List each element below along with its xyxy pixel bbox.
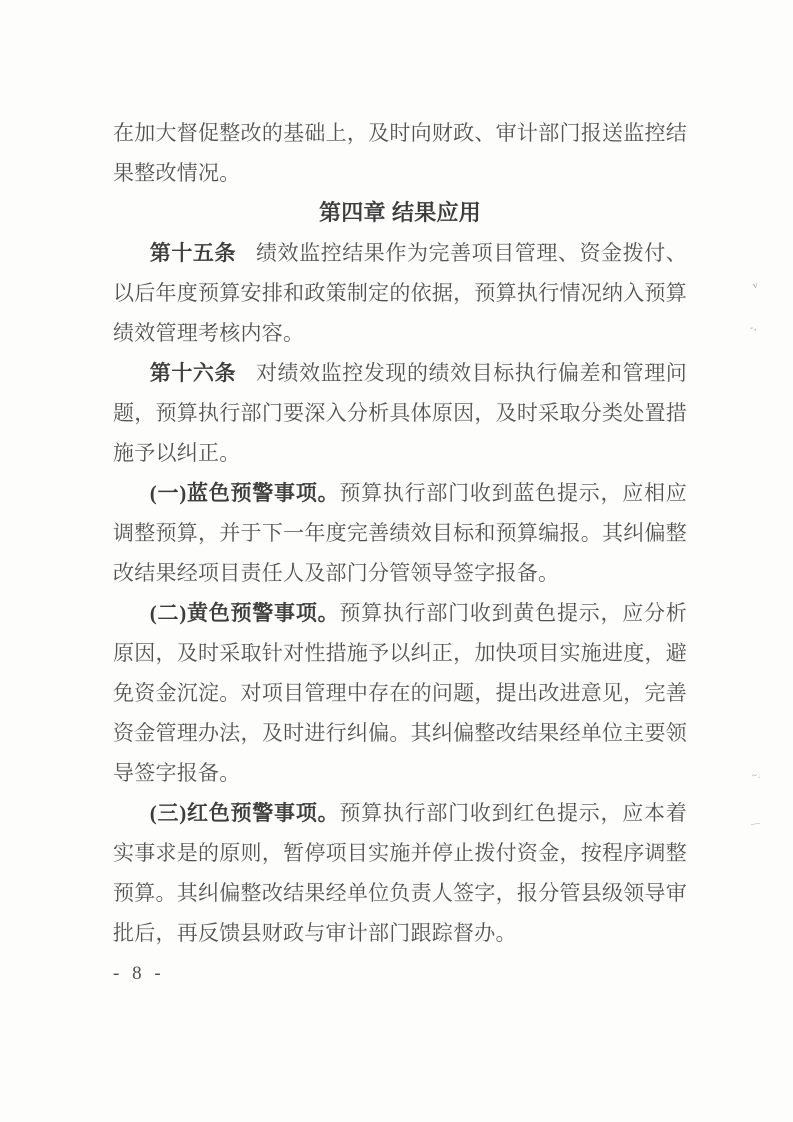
article-16-text: 对绩效监控发现的绩效目标执行偏差和管理问题，预算执行部门要深入分析具体原因，及时采取分类处置措施予以纠正。	[113, 361, 688, 465]
article-15-label: 第十五条	[149, 241, 237, 265]
paragraph-blue-warning	[113, 473, 687, 593]
blue-warning-text: 预算执行部门收到蓝色提示，应相应调整预算，并于下一年度完善绩效目标和预算编报。其纠偏整改结果经项目责任人及部门分管领导签字报备。	[113, 481, 687, 585]
document-content	[113, 113, 687, 953]
paragraph-article-15	[113, 233, 687, 353]
paragraph-continuation: 在加大督促整改的基础上，及时向财政、审计部门报送监控结果整改情况。	[113, 121, 687, 185]
chapter-heading: 第四章 结果应用	[318, 200, 482, 225]
blue-warning-label: (一)蓝色预警事项。	[149, 481, 340, 505]
scan-artifact-mark: ―	[750, 817, 761, 829]
scan-artifact-mark: v	[752, 279, 759, 291]
yellow-warning-label: (二)黄色预警事项。	[149, 601, 340, 625]
red-warning-label: (三)红色预警事项。	[149, 801, 340, 825]
article-16-label: 第十六条	[149, 361, 237, 385]
page-number: - 8 -	[113, 963, 165, 984]
paragraph-red-warning	[113, 793, 687, 953]
article-15-text: 绩效监控结果作为完善项目管理、资金拨付、以后年度预算安排和政策制定的依据，预算执行情况纳入预算绩效管理考核内容。	[113, 241, 688, 345]
yellow-warning-text: 预算执行部门收到黄色提示，应分析原因，及时采取针对性措施予以纠正，加快项目实施进度，避免资金沉淀。对项目管理中存在的问题，提出改进意见，完善资金管理办法，及时进行纠偏。其纠偏整改结果经单位主要领导签字报备。	[113, 601, 687, 785]
paragraph-article-16	[113, 353, 687, 473]
paragraph-yellow-warning	[113, 593, 687, 793]
scan-artifact-mark: - ,	[749, 321, 757, 333]
scan-artifact-mark: ~ .	[751, 769, 761, 781]
red-warning-text: 预算执行部门收到红色提示，应本着实事求是的原则，暂停项目实施并停止拨付资金，按程序调整预算。其纠偏整改结果经单位负责人签字，报分管县级领导审批后，再反馈县财政与审计部门跟踪督办。	[113, 801, 687, 945]
